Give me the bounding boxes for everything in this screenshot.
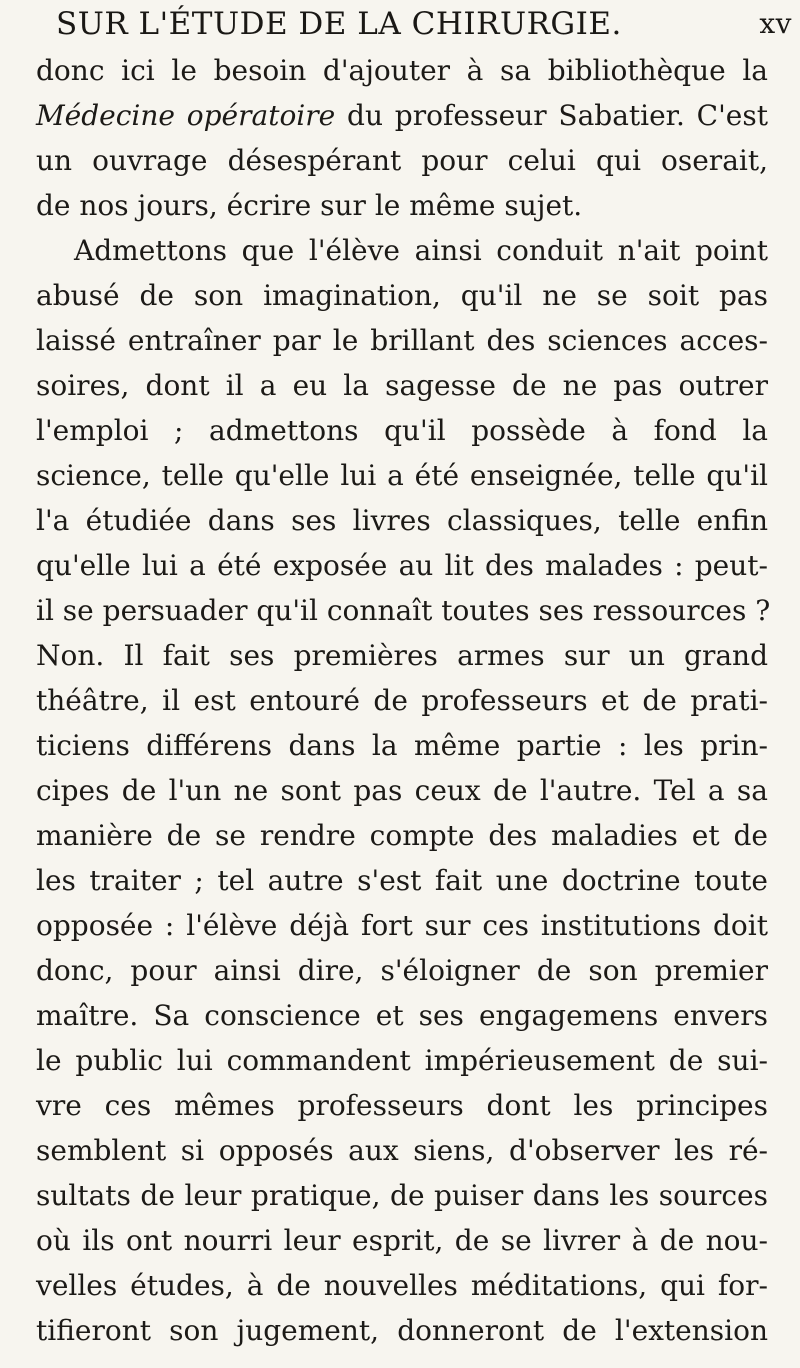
text-line: tifieront son jugement, donneront de l'extension: [36, 1314, 768, 1347]
text-line: l'emploi ; admettons qu'il possède à fond la: [36, 414, 768, 447]
text-line: velles études, à de nouvelles méditations, qui for-: [36, 1269, 768, 1302]
text-line: Non. Il fait ses premières armes sur un grand: [36, 639, 768, 672]
text-line: sultats de leur pratique, de puiser dans les sources: [36, 1179, 768, 1212]
text-line: science, telle qu'elle lui a été enseignée, telle qu'il: [36, 459, 768, 492]
text-line: cipes de l'un ne sont pas ceux de l'autre. Tel a sa: [36, 774, 768, 807]
text-line: laissé entraîner par le brillant des sciences acces-: [36, 324, 768, 357]
text-line: où ils ont nourri leur esprit, de se livrer à de nou-: [36, 1224, 768, 1257]
text-line: donc, pour ainsi dire, s'éloigner de son premier: [36, 954, 768, 987]
text-line: opposée : l'élève déjà fort sur ces institutions doit: [36, 909, 768, 942]
text-line: les traiter ; tel autre s'est fait une doctrine toute: [36, 864, 768, 897]
page-header: [56, 4, 792, 44]
text-line: maître. Sa conscience et ses engagemens envers: [36, 999, 768, 1032]
text-line: il se persuader qu'il connaît toutes ses ressources ?: [36, 594, 771, 627]
text-line: [36, 93, 768, 138]
text-line: manière de se rendre compte des maladies et de: [36, 819, 768, 852]
text-line: soires, dont il a eu la sagesse de ne pas outrer: [36, 369, 768, 402]
running-title: SUR L'ÉTUDE DE LA CHIRURGIE.: [56, 6, 622, 42]
text-line: théâtre, il est entouré de professeurs et de prati-: [36, 684, 768, 717]
page-number: xv: [759, 7, 792, 40]
book-title: Médecine opératoire: [36, 99, 336, 132]
text-line: le public lui commandent impérieusement de sui-: [36, 1044, 768, 1077]
text-line: semblent si opposés aux siens, d'observer les ré-: [36, 1134, 768, 1167]
text-line: vre ces mêmes professeurs dont les principes: [36, 1089, 768, 1122]
text-line: ticiens différens dans la même partie : les prin-: [36, 729, 768, 762]
paragraph-start-line: Admettons que l'élève ainsi conduit n'ait point: [74, 234, 768, 267]
text-line: abusé de son imagination, qu'il ne se soit pas: [36, 279, 768, 312]
text-line: qu'elle lui a été exposée au lit des malades : peut-: [36, 549, 768, 582]
body-text: [36, 48, 771, 1353]
text-line: de nos jours, écrire sur le même sujet.: [36, 189, 583, 222]
text-line: l'a étudiée dans ses livres classiques, telle enfin: [36, 504, 768, 537]
text-line: un ouvrage désespérant pour celui qui oserait,: [36, 144, 768, 177]
text-line: donc ici le besoin d'ajouter à sa bibliothèque la: [36, 54, 768, 87]
text-line-rest: du professeur Sabatier. C'est: [335, 99, 768, 132]
